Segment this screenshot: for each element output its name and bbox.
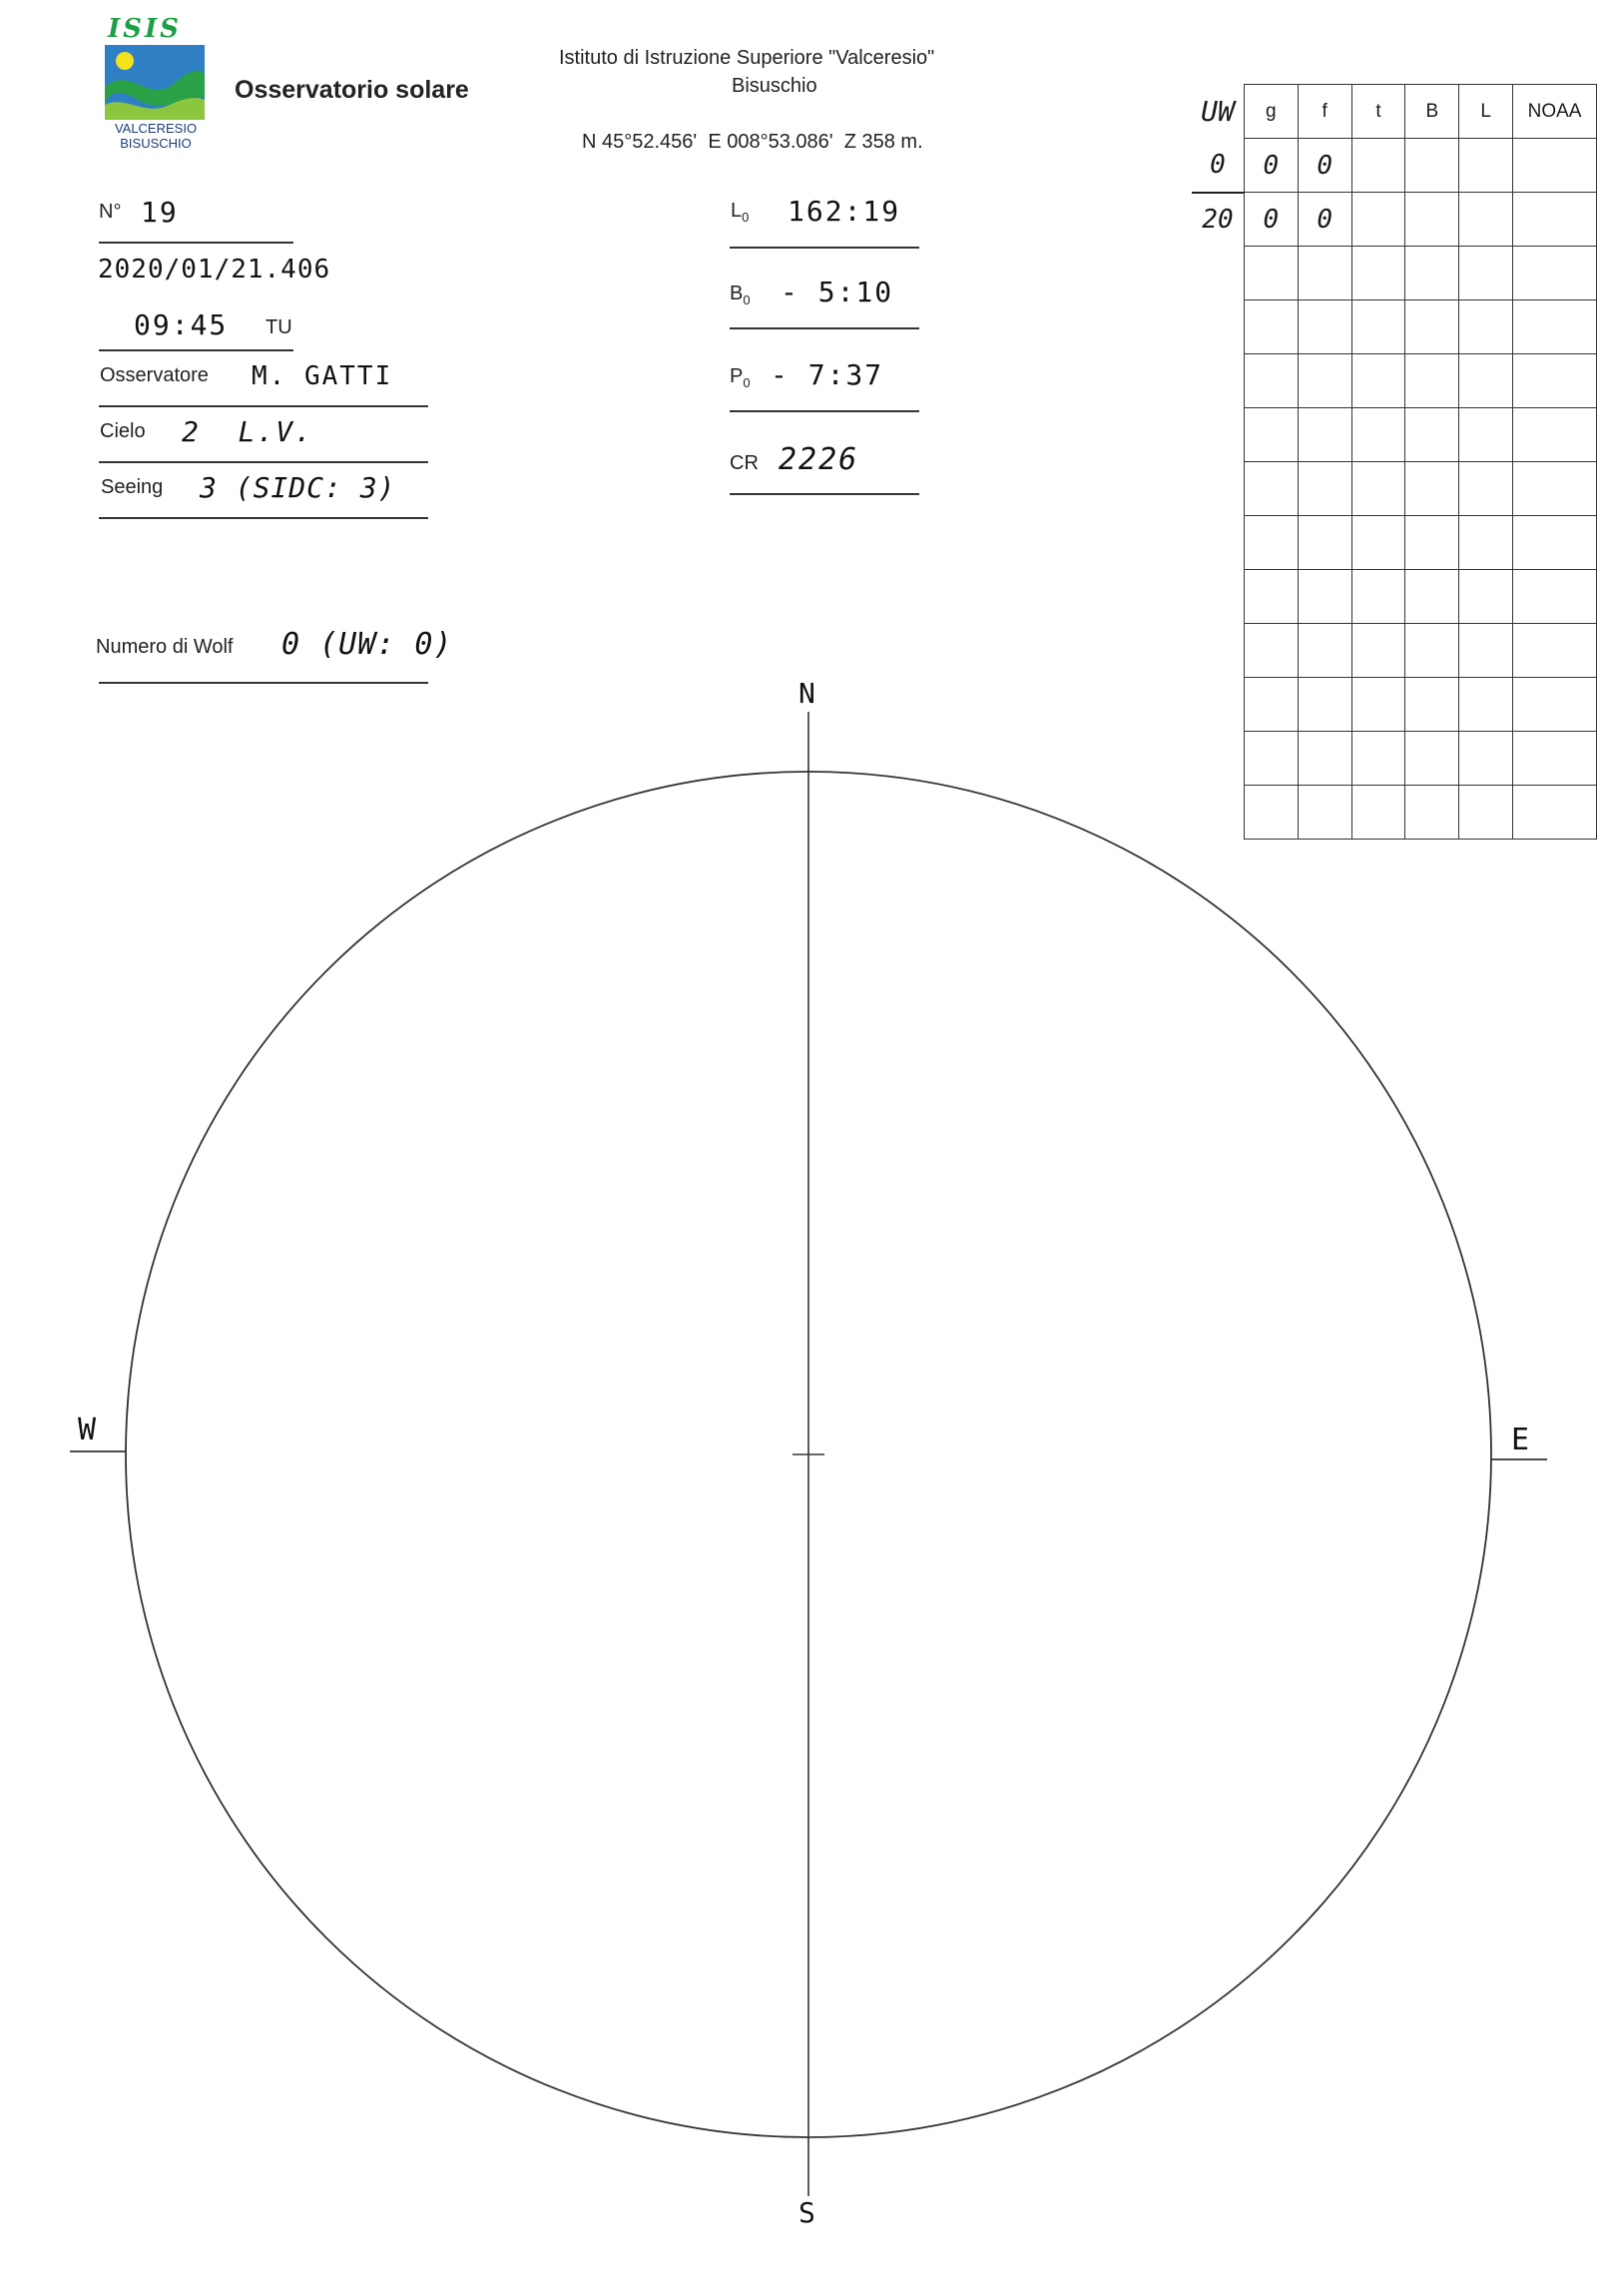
report-number-value: 19	[141, 196, 179, 229]
carrington-rotation-value: 2226	[779, 442, 859, 477]
observation-time: 09:45	[134, 308, 229, 341]
header-noaa: NOAA	[1513, 85, 1597, 139]
row1-f: 0	[1298, 139, 1351, 193]
wolf-number-label: Numero di Wolf	[96, 636, 234, 658]
site-coordinates: N 45°52.456' E 008°53.086' Z 358 m.	[582, 131, 923, 153]
cr-label: CR	[730, 452, 759, 474]
sky-value: 2 L.V.	[182, 415, 314, 448]
report-number-label: N°	[99, 201, 122, 223]
seeing-label: Seeing	[101, 476, 164, 498]
l0-label: $L_0$	[731, 200, 750, 225]
b0-label: $B_0$	[730, 283, 751, 307]
institute-name: Istituto di Istruzione Superiore "Valceresio"	[559, 47, 935, 69]
sky-label: Cielo	[100, 420, 146, 442]
north-label: N	[798, 677, 817, 710]
header-uw: UW	[1201, 95, 1235, 128]
logo-caption-line1: VALCERESIO	[114, 121, 198, 136]
p0-label: $P_0$	[730, 365, 751, 390]
east-label: E	[1511, 1423, 1532, 1457]
logo-caption-line2: BISUSCHIO	[120, 136, 192, 151]
observatory-title: Osservatorio solare	[235, 76, 469, 104]
observer-value: M. GATTI	[252, 361, 393, 391]
b0-subscript: 0	[743, 292, 751, 307]
l0-value: 162:19	[788, 195, 901, 228]
row2-f: 0	[1298, 193, 1351, 247]
seeing-value: 3 (SIDC: 3)	[200, 471, 396, 504]
p0-value: - 7:37	[771, 358, 884, 391]
time-unit: TU	[266, 316, 292, 338]
row2-g: 0	[1244, 193, 1298, 247]
row2-uw: 20	[1192, 193, 1244, 247]
l0-subscript: 0	[742, 210, 750, 225]
header-l: L	[1459, 85, 1513, 139]
wolf-number-value: 0 (UW: 0)	[281, 627, 453, 662]
observation-date: 2020/01/21.406	[98, 255, 331, 285]
header-b: B	[1405, 85, 1459, 139]
row1-uw: 0	[1210, 150, 1226, 180]
observer-label: Osservatore	[100, 364, 209, 386]
institute-town: Bisuschio	[732, 75, 817, 97]
row1-g: 0	[1244, 139, 1298, 193]
b0-value: - 5:10	[781, 276, 894, 308]
header-t: t	[1351, 85, 1405, 139]
header-g: g	[1244, 85, 1298, 139]
header-f: f	[1298, 85, 1351, 139]
p0-subscript: 0	[743, 375, 751, 390]
west-label: W	[78, 1413, 99, 1447]
south-label: S	[798, 2196, 817, 2229]
logo-brand: ISIS	[108, 14, 182, 44]
